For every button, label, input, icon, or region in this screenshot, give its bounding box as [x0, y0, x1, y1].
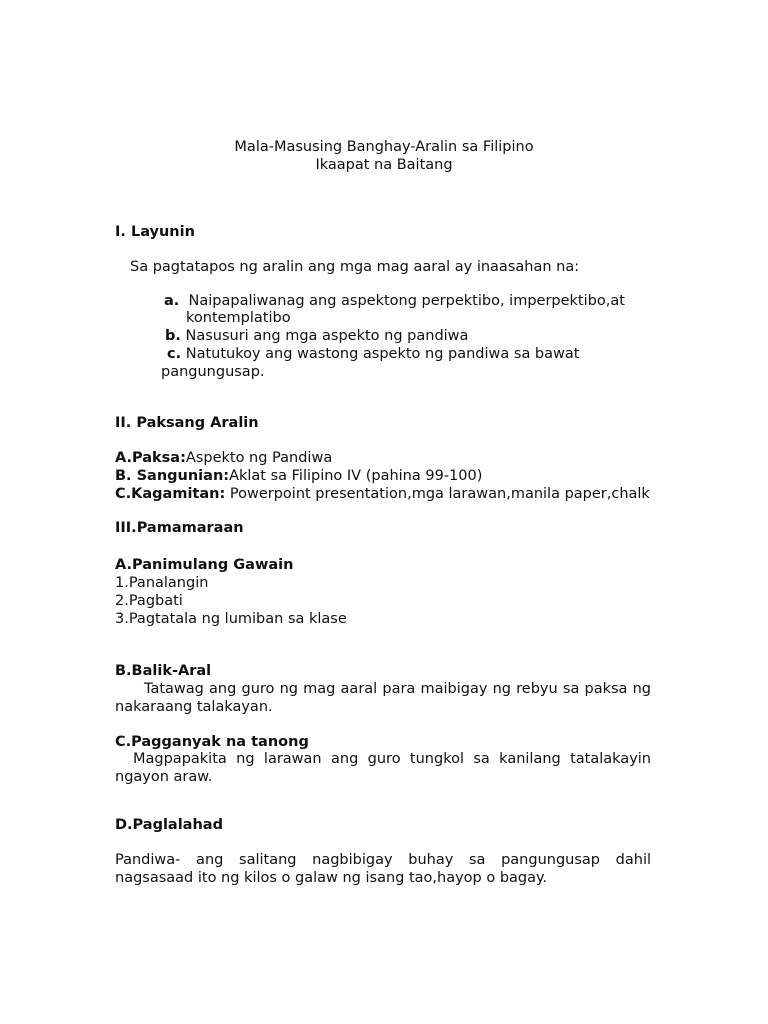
paksa-label: A.Paksa: [115, 450, 186, 466]
objective-text: Naipapaliwanag ang aspektong perpektibo, imperpektibo,at [188, 293, 625, 309]
layunin-intro: Sa pagtatapos ng aralin ang mga mag aaral ay inaasahan na: [130, 259, 580, 275]
section-heading-pamamaraan: III.Pamamaraan [115, 520, 244, 536]
objective-text: Natutukoy ang wastong aspekto ng pandiwa sa bawat [185, 346, 580, 362]
objective-letter: a. [164, 293, 180, 309]
objective-item-c-continued: pangungusap. [161, 364, 265, 380]
objective-letter: c. [167, 346, 182, 362]
pagganyak-paragraph: Magpapakita ng larawan ang guro tungkol sa kanilang tatalakayin ngayon araw. [115, 751, 651, 785]
paksa-value: Aspekto ng Pandiwa [185, 450, 333, 466]
list-item: 3.Pagtatala ng lumiban sa klase [115, 611, 347, 627]
objective-text: Nasusuri ang mga aspekto ng pandiwa [185, 328, 469, 344]
objective-letter: b. [165, 328, 181, 344]
sanggunian-row [115, 467, 482, 485]
document-subtitle: Ikaapat na Baitang [315, 157, 453, 173]
section-heading-layunin: I. Layunin [115, 224, 195, 240]
sanggunian-value: Aklat sa Filipino IV (pahina 99-100) [229, 468, 483, 484]
objective-item-b [165, 327, 468, 345]
document-title: Mala-Masusing Banghay-Aralin sa Filipino [234, 139, 534, 155]
section-heading-paksang-aralin: II. Paksang Aralin [115, 415, 259, 431]
kagamitan-label: C.Kagamitan: [115, 486, 226, 502]
kagamitan-value: Powerpoint presentation,mga larawan,manila paper,chalk [225, 486, 650, 502]
paksa-row [115, 449, 332, 467]
kagamitan-row [115, 485, 650, 503]
paglalahad-paragraph: Pandiwa- ang salitang nagbibigay buhay sa pangungusap dahil nagsasaad ito ng kilos o galaw ng isang tao,hayop o bagay. [115, 852, 651, 886]
subheading-pagganyak: C.Pagganyak na tanong [115, 734, 309, 750]
objective-item-a-continued: kontemplatibo [186, 310, 291, 326]
balik-aral-paragraph: Tatawag ang guro ng mag aaral para maibigay ng rebyu sa paksa ng nakaraang talakayan. [115, 681, 651, 715]
subheading-balik-aral: B.Balik-Aral [115, 663, 212, 679]
objective-item-a [164, 292, 625, 310]
sanggunian-label: B. Sangunian: [115, 468, 230, 484]
list-item: 1.Panalangin [115, 575, 209, 591]
objective-item-c [167, 345, 579, 363]
subheading-panimulang-gawain: A.Panimulang Gawain [115, 557, 294, 573]
subheading-paglalahad: D.Paglalahad [115, 817, 223, 833]
list-item: 2.Pagbati [115, 593, 183, 609]
